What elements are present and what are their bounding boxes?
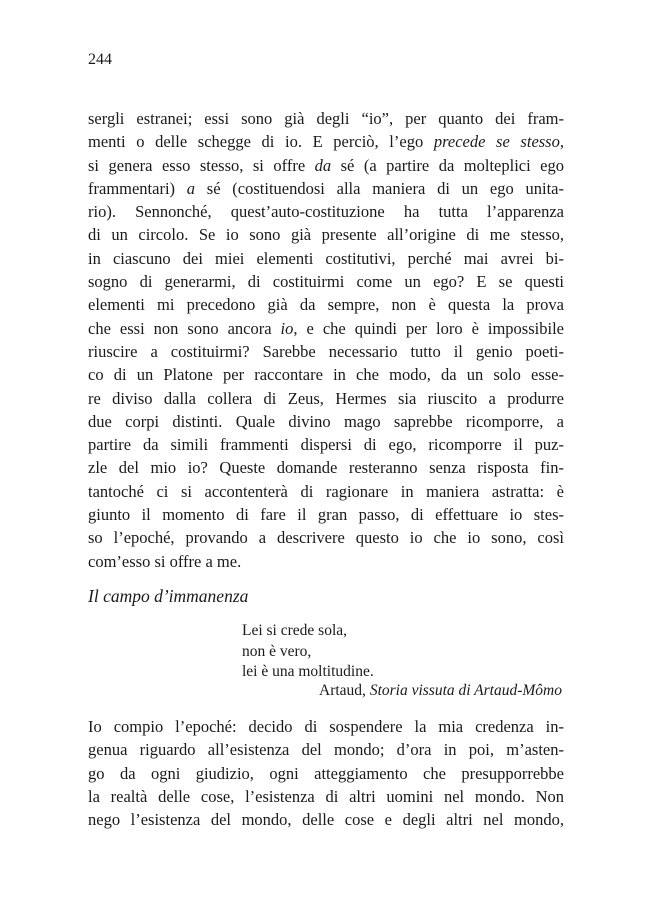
text-line [88,433,564,456]
text-line [88,526,564,549]
text-line [88,785,564,808]
italic-text: precede se stesso [433,132,560,152]
page-number: 244 [88,51,112,68]
text-segment: go da ogni giudizio, ogni atteggiamento che presupporrebbe [88,763,564,783]
text-line [88,762,564,785]
text-segment: in ciascuno dei miei elementi costitutivi, perché mai avrei bi- [88,248,564,268]
epigraph-work: Storia vissuta di Artaud-Mômo [369,682,562,699]
text-segment: sé (a partire da molteplici ego [331,155,564,175]
epigraph-source [319,681,562,701]
text-line [88,410,564,433]
text-line [88,130,564,153]
text-segment: , e che quindi per loro è impossibile [293,318,564,338]
epigraph-line: Lei si crede sola, [242,622,348,639]
text-line [88,503,564,526]
text-segment: re diviso dalla collera di Zeus, Hermes sia riuscito a produrre [88,388,564,408]
text-line [88,550,564,573]
text-segment: com’esso si offre a me. [88,551,242,571]
text-segment: due corpi distinti. Quale divino mago saprebbe ricomporre, a [88,411,564,431]
paragraph-1 [88,107,564,573]
text-segment: nego l’esistenza del mondo, delle cose e degli altri nel mondo, [88,810,564,830]
text-line [88,387,564,410]
text-line [88,247,564,270]
text-segment: , [559,132,564,152]
text-segment: frammentari) [88,178,187,198]
text-line [88,200,564,223]
epigraph-author: Artaud, [319,682,370,699]
text-line [88,107,564,130]
text-line [88,480,564,503]
text-segment: elementi mi precedono già da sempre, non è questa la prova [88,295,564,315]
text-segment: so l’epoché, provando a descrivere questo io che io sono, così [88,528,564,548]
epigraph-line: lei è una moltitudine. [242,663,374,680]
text-line [88,317,564,340]
text-line [88,363,564,386]
text-line [88,223,564,246]
italic-text: a [186,178,196,198]
italic-text: da [314,155,332,175]
text-segment: menti o delle schegge di io. E perciò, l’ego [88,132,434,152]
text-line [88,177,564,200]
text-line [88,340,564,363]
text-segment: si genera esso stesso, si offre [88,155,315,175]
text-line [88,154,564,177]
epigraph [242,621,562,683]
epigraph-line: non è vero, [242,642,312,660]
text-line [88,270,564,293]
text-line [88,456,564,479]
text-segment: partire da simili frammenti dispersi di ego, ricomporre il puz- [88,435,564,455]
text-line [88,715,564,738]
text-segment: di un circolo. Se io sono già presente all’origine di me stesso, [88,225,564,245]
text-segment: co di un Platone per raccontare in che modo, da un solo esse- [88,365,564,385]
italic-text: io [280,318,294,338]
text-segment: sé (costituendosi alla maniera di un ego unita- [195,178,564,198]
text-segment: sogno di generarmi, di costituirmi come un ego? E se questi [88,272,564,292]
text-line [88,808,564,831]
text-line [88,738,564,761]
text-segment: la realtà delle cose, l’esistenza di altri uomini nel mondo. Non [88,786,564,806]
text-line [88,293,564,316]
paragraph-2 [88,715,564,831]
text-segment: zle del mio io? Queste domande resteranno senza risposta fin- [88,458,564,478]
text-segment: tantoché ci si accontenterà di ragionare in maniera astratta: è [88,481,564,501]
text-segment: sergli estranei; essi sono già degli “io”, per quanto dei fram- [88,109,564,128]
text-segment: riuscire a costituirmi? Sarebbe necessario tutto il genio poeti- [88,341,564,361]
text-segment: Io compio l’epoché: decido di sospendere la mia credenza in- [88,717,564,736]
text-segment: che essi non sono ancora [88,318,281,338]
text-segment: rio). Sennonché, quest’auto-costituzione ha tutta l’apparenza [88,202,564,222]
text-segment: genua riguardo all’esistenza del mondo; d’ora in poi, m’asten- [88,740,564,760]
section-title: Il campo d’immanenza [88,586,249,606]
text-segment: giunto il momento di fare il gran passo, di effettuare io stes- [88,505,564,525]
